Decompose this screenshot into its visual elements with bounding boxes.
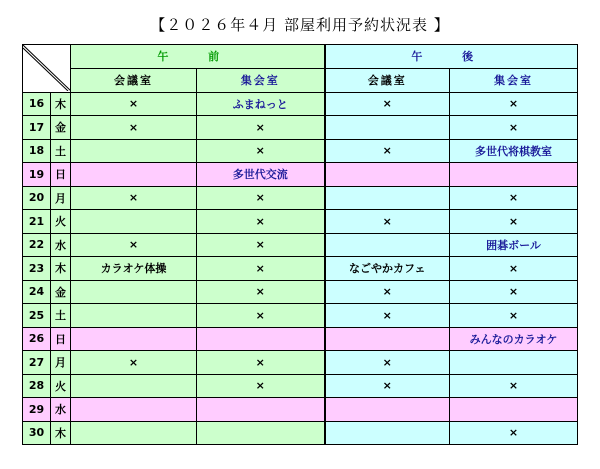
pm-assembly-room-cell: 囲碁ボール <box>450 233 578 257</box>
day-of-week: 日 <box>51 327 71 351</box>
table-row <box>23 210 578 234</box>
am-assembly-room-cell: × <box>197 280 325 304</box>
day-of-week: 日 <box>51 163 71 187</box>
pm-meeting-room-cell: × <box>325 210 450 234</box>
day-number: 17 <box>23 116 51 140</box>
day-number: 25 <box>23 304 51 328</box>
am-assembly-room-cell: × <box>197 186 325 210</box>
pm-assembly-room-cell: × <box>450 210 578 234</box>
am-meeting-room-cell <box>71 210 197 234</box>
day-number: 24 <box>23 280 51 304</box>
table-row <box>23 116 578 140</box>
day-number: 22 <box>23 233 51 257</box>
day-number: 26 <box>23 327 51 351</box>
am-assembly-room-cell <box>197 327 325 351</box>
day-number: 23 <box>23 257 51 281</box>
day-number: 27 <box>23 351 51 375</box>
am-assembly-room-cell: × <box>197 210 325 234</box>
day-number: 30 <box>23 421 51 445</box>
am-assembly-room-cell: × <box>197 257 325 281</box>
corner-diagonal <box>23 45 71 91</box>
day-of-week: 水 <box>51 233 71 257</box>
pm-meeting-room-cell <box>325 398 450 422</box>
table-row <box>23 92 578 116</box>
pm-assembly-room-cell: × <box>450 280 578 304</box>
am-assembly-room-cell: 多世代交流 <box>197 163 325 187</box>
day-of-week: 土 <box>51 304 71 328</box>
day-number: 16 <box>23 92 51 116</box>
am-assembly-room-cell: × <box>197 304 325 328</box>
day-number: 28 <box>23 374 51 398</box>
am-meeting-room-cell <box>71 163 197 187</box>
day-number: 20 <box>23 186 51 210</box>
table-row <box>23 304 578 328</box>
header-am: 午 前 <box>71 45 325 69</box>
pm-assembly-room-cell <box>450 351 578 375</box>
day-number: 18 <box>23 139 51 163</box>
day-of-week: 金 <box>51 280 71 304</box>
pm-meeting-room-cell: × <box>325 304 450 328</box>
am-meeting-room-cell: × <box>71 92 197 116</box>
table-row <box>23 280 578 304</box>
pm-assembly-room-cell: みんなのカラオケ <box>450 327 578 351</box>
pm-assembly-room-cell <box>450 163 578 187</box>
day-of-week: 土 <box>51 139 71 163</box>
header-pm-assembly-room: 集会室 <box>450 68 578 92</box>
am-assembly-room-cell: × <box>197 139 325 163</box>
pm-meeting-room-cell <box>325 186 450 210</box>
day-of-week: 火 <box>51 210 71 234</box>
am-assembly-room-cell <box>197 421 325 445</box>
header-am-meeting-room: 会議室 <box>71 68 197 92</box>
day-of-week: 月 <box>51 186 71 210</box>
am-meeting-room-cell <box>71 398 197 422</box>
am-assembly-room-cell: × <box>197 233 325 257</box>
table-row <box>23 186 578 210</box>
pm-meeting-room-cell: なごやかカフェ <box>325 257 450 281</box>
pm-meeting-room-cell: × <box>325 139 450 163</box>
pm-meeting-room-cell <box>325 116 450 140</box>
table-row <box>23 327 578 351</box>
am-meeting-room-cell <box>71 327 197 351</box>
pm-meeting-room-cell <box>325 233 450 257</box>
am-meeting-room-cell: × <box>71 351 197 375</box>
day-number: 19 <box>23 163 51 187</box>
day-of-week: 木 <box>51 421 71 445</box>
pm-meeting-room-cell <box>325 327 450 351</box>
am-meeting-room-cell: × <box>71 233 197 257</box>
pm-meeting-room-cell: × <box>325 351 450 375</box>
pm-meeting-room-cell: × <box>325 280 450 304</box>
pm-assembly-room-cell: 多世代将棋教室 <box>450 139 578 163</box>
header-am-assembly-room: 集会室 <box>197 68 325 92</box>
am-meeting-room-cell <box>71 304 197 328</box>
day-number: 21 <box>23 210 51 234</box>
am-meeting-room-cell <box>71 374 197 398</box>
day-of-week: 金 <box>51 116 71 140</box>
pm-meeting-room-cell <box>325 163 450 187</box>
pm-assembly-room-cell: × <box>450 186 578 210</box>
table-row <box>23 233 578 257</box>
am-meeting-room-cell: カラオケ体操 <box>71 257 197 281</box>
pm-assembly-room-cell: × <box>450 116 578 140</box>
am-meeting-room-cell: × <box>71 186 197 210</box>
am-assembly-room-cell: ふまねっと <box>197 92 325 116</box>
am-meeting-room-cell <box>71 421 197 445</box>
pm-meeting-room-cell: × <box>325 374 450 398</box>
am-assembly-room-cell: × <box>197 374 325 398</box>
pm-meeting-room-cell <box>325 421 450 445</box>
day-of-week: 水 <box>51 398 71 422</box>
am-meeting-room-cell: × <box>71 116 197 140</box>
page-title: 【２０２６年４月 部屋利用予約状況表 】 <box>150 16 450 34</box>
pm-assembly-room-cell: × <box>450 304 578 328</box>
table-row <box>23 139 578 163</box>
table-row <box>23 257 578 281</box>
pm-assembly-room-cell <box>450 398 578 422</box>
corner-cell <box>23 45 71 93</box>
table-row <box>23 351 578 375</box>
header-pm-meeting-room: 会議室 <box>325 68 450 92</box>
day-of-week: 木 <box>51 92 71 116</box>
am-assembly-room-cell: × <box>197 116 325 140</box>
day-of-week: 月 <box>51 351 71 375</box>
am-meeting-room-cell <box>71 280 197 304</box>
table-row <box>23 163 578 187</box>
day-number: 29 <box>23 398 51 422</box>
pm-assembly-room-cell: × <box>450 92 578 116</box>
pm-assembly-room-cell: × <box>450 374 578 398</box>
am-assembly-room-cell <box>197 398 325 422</box>
am-meeting-room-cell <box>71 139 197 163</box>
table-row <box>23 398 578 422</box>
header-pm: 午 後 <box>325 45 578 69</box>
day-of-week: 火 <box>51 374 71 398</box>
table-row <box>23 374 578 398</box>
schedule-table <box>22 44 578 445</box>
table-row <box>23 421 578 445</box>
am-assembly-room-cell: × <box>197 351 325 375</box>
pm-assembly-room-cell: × <box>450 421 578 445</box>
pm-assembly-room-cell: × <box>450 257 578 281</box>
day-of-week: 木 <box>51 257 71 281</box>
pm-meeting-room-cell: × <box>325 92 450 116</box>
